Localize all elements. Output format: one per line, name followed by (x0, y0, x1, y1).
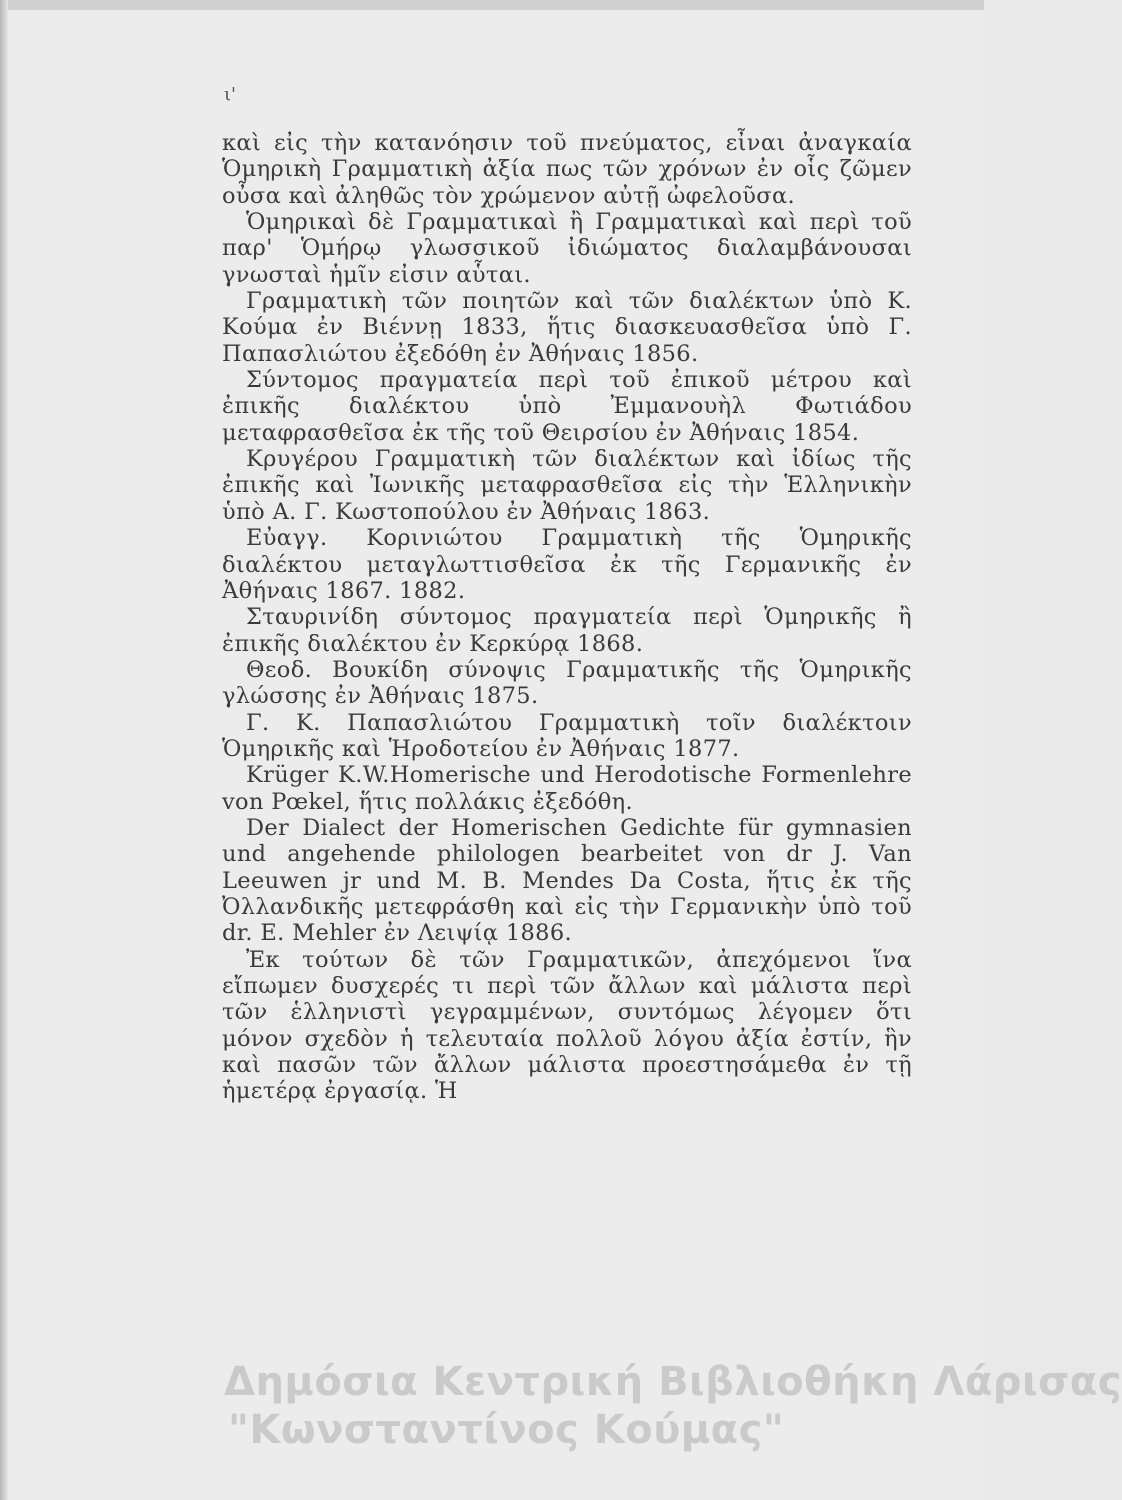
paragraph: Ἐκ τούτων δὲ τῶν Γραμματικῶν, ἀπεχόμενοι ἵνα εἴπωμεν δυσχερές τι περὶ τῶν ἄλλων καὶ μάλιστα περὶ τῶν ἑλληνιστὶ γεγραμμένων, συντόμως λέγομεν ὅτι μόνον σχεδὸν ἡ τελευταία πολλοῦ λόγου ἀξία ἐστίν, ἣν καὶ πασῶν τῶν ἄλλων μάλιστα προεστησάμεθα ἐν τῇ ἡμετέρᾳ ἐργασίᾳ. Ἡ (222, 946, 912, 1105)
page-top-edge (0, 0, 984, 10)
paragraph: Der Dialect der Homerischen Gedichte für gymnasien und angehende philologen bearbeitet von dr J. Van Leeuwen jr und M. B. Mendes Da Costa, ἥτις ἐκ τῆς Ὀλλανδικῆς μετεφράσθη καὶ εἰς τὴν Γερμανικὴν ὑπὸ τοῦ dr. E. Mehler ἐν Λειψίᾳ 1886. (222, 814, 912, 947)
paragraph: Γραμματικὴ τῶν ποιητῶν καὶ τῶν διαλέκτων ὑπὸ Κ. Κούμα ἐν Βιέννῃ 1833, ἥτις διασκευασθεῖσα ὑπὸ Γ. Παπασλιώτου ἐξεδόθη ἐν Ἀθήναις 1856. (222, 288, 912, 367)
paragraph: Γ. Κ. Παπασλιώτου Γραμματικὴ τοῖν διαλέκτοιν Ὁμηρικῆς καὶ Ἡροδοτείου ἐν Ἀθήναις 1877. (222, 709, 912, 762)
library-watermark (200, 1358, 1122, 1454)
paragraph: Ὁμηρικαὶ δὲ Γραμματικαὶ ἢ Γραμματικαὶ καὶ περὶ τοῦ παρ' Ὁμήρῳ γλωσσικοῦ ἰδιώματος διαλαμβάνουσαι γνωσταὶ ἡμῖν εἰσιν αὗται. (222, 209, 912, 288)
page-number: ι' (224, 84, 237, 105)
paragraph: Σταυρινίδη σύντομος πραγματεία περὶ Ὁμηρικῆς ἢ ἐπικῆς διαλέκτου ἐν Κερκύρᾳ 1868. (222, 604, 912, 657)
paragraph: Krüger K.W.Homerische und Herodotische Formenlehre von Pœkel, ἥτις πολλάκις ἐξεδόθη. (222, 762, 912, 815)
watermark-line-name: "Κωνσταντίνος Κούμας" (228, 1407, 785, 1453)
paragraph: Σύντομος πραγματεία περὶ τοῦ ἐπικοῦ μέτρου καὶ ἐπικῆς διαλέκτου ὑπὸ Ἐμμανουὴλ Φωτιάδου μεταφρασθεῖσα ἐκ τῆς τοῦ Θειρσίου ἐν Ἀθήναις 1854. (222, 367, 912, 446)
paragraph: Εὐαγγ. Κορινιώτου Γραμματικὴ τῆς Ὁμηρικῆς διαλέκτου μεταγλωττισθεῖσα ἐκ τῆς Γερμανικῆς ἐν Ἀθήναις 1867. 1882. (222, 525, 912, 604)
paragraph: Θεοδ. Βουκίδη σύνοψις Γραμματικῆς τῆς Ὁμηρικῆς γλώσσης ἐν Ἀθήναις 1875. (222, 656, 912, 710)
watermark-line-library: Δημόσια Κεντρική Βιβλιοθήκη Λάρισας (224, 1359, 1122, 1405)
paragraph: Κρυγέρου Γραμματικὴ τῶν διαλέκτων καὶ ἰδίως τῆς ἐπικῆς καὶ Ἰωνικῆς μεταφρασθεῖσα εἰς τὴν Ἑλληνικὴν ὑπὸ Α. Γ. Κωστοπούλου ἐν Ἀθήναις 1863. (222, 446, 912, 525)
page-binding-edge (0, 0, 8, 1500)
body-text (222, 130, 912, 1105)
paragraph: καὶ εἰς τὴν κατανόησιν τοῦ πνεύματος, εἶναι ἀναγκαία Ὁμηρικὴ Γραμματικὴ ἀξία πως τῶν χρόνων ἐν οἷς ζῶμεν οὖσα καὶ ἀληθῶς τὸν χρώμενον αὐτῇ ὠφελοῦσα. (222, 130, 912, 209)
